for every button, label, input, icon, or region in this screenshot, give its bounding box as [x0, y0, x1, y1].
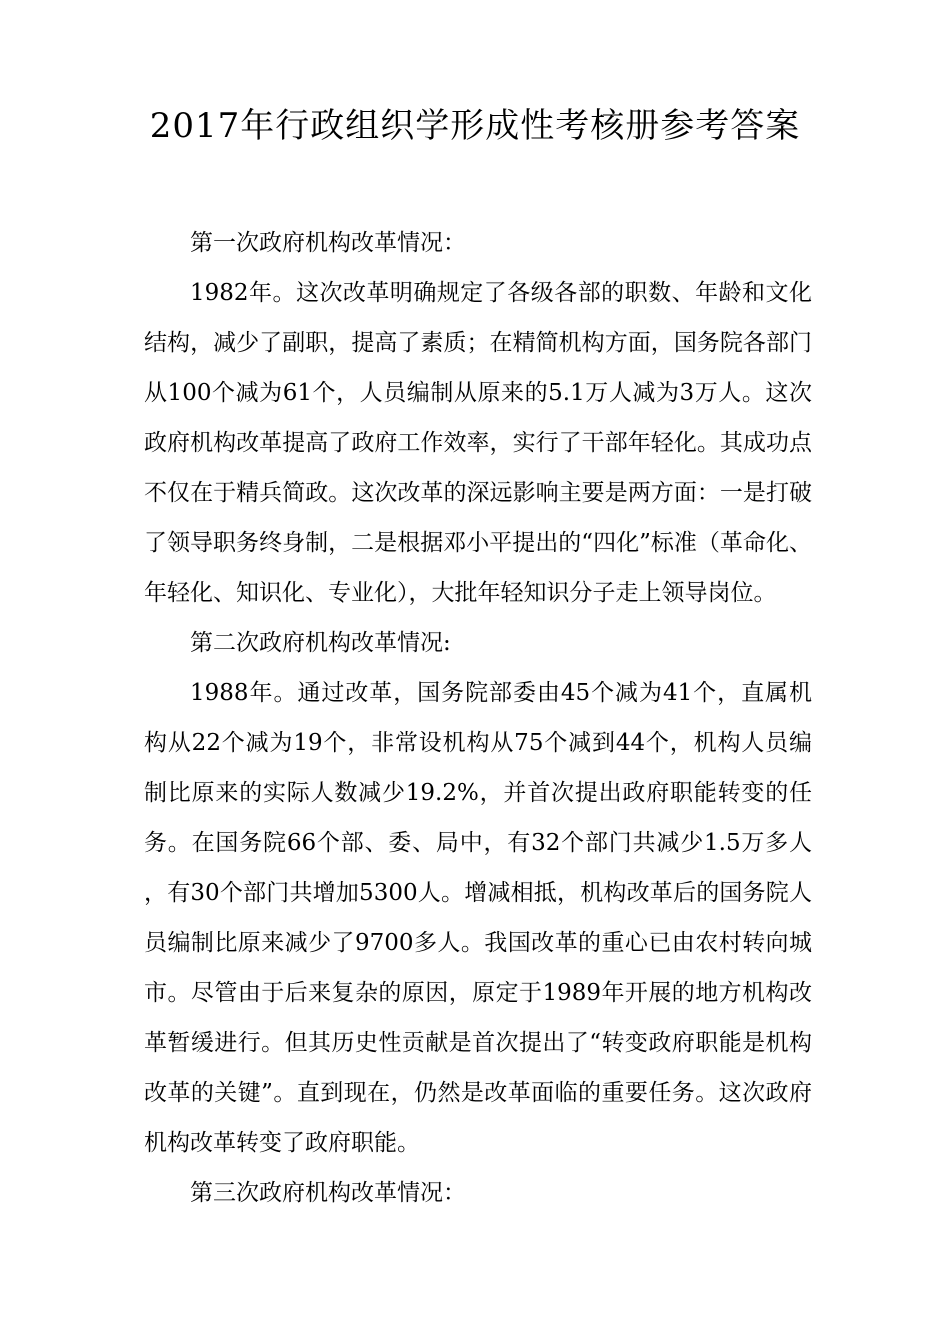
paragraph-first-reform: 1982年。这次改革明确规定了各级各部的职数、年龄和文化结构，减少了副职，提高了素质；在精简机构方面，国务院各部门从100个减为61个，人员编制从原来的5.1万人减为3万人。这次政府机构改革提高了政府工作效率，实行了干部年轻化。其成功点不仅在于精兵简政。这次改革的深远影响主要是两方面：一是打破了领导职务终身制，二是根据邓小平提出的“四化”标准（革命化、年轻化、知识化、专业化），大批年轻知识分子走上领导岗位。 [144, 280, 812, 606]
document-title: 2017年行政组织学形成性考核册参考答案 [149, 106, 801, 146]
heading-third-reform: 第三次政府机构改革情况： [190, 1180, 466, 1206]
paragraph-second-reform: 1988年。通过改革，国务院部委由45个减为41个，直属机构从22个减为19个，非常设机构从75个减到44个，机构人员编制比原来的实际人数减少19.2%，并首次提出政府职能转变的任务。在国务院66个部、委、局中，有32个部门共减少1.5万多人，有30个部门共增加5300人。增减相抵，机构改革后的国务院人员编制比原来减少了9700多人。我国改革的重心已由农村转向城市。尽管由于后来复杂的原因，原定于1989年开展的地方机构改革暂缓进行。但其历史性贡献是首次提出了“转变政府职能是机构改革的关键”。直到现在，仍然是改革面临的重要任务。这次政府机构改革转变了政府职能。 [144, 680, 812, 1156]
heading-second-reform: 第二次政府机构改革情况: [190, 630, 451, 656]
document-body [144, 218, 812, 1218]
heading-first-reform: 第一次政府机构改革情况： [190, 230, 466, 256]
